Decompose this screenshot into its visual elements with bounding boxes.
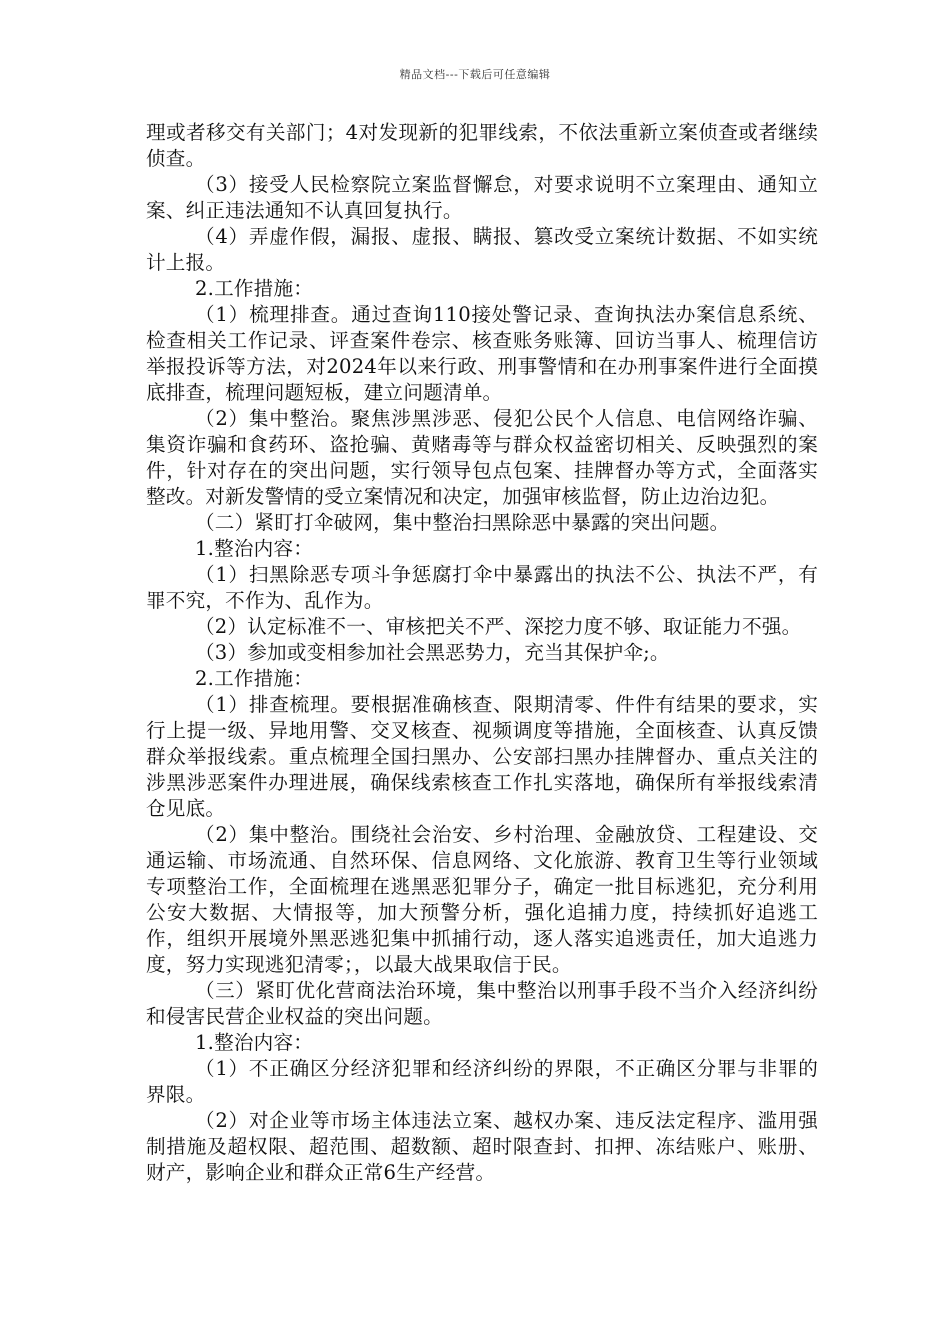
paragraph: （1）扫黑除恶专项斗争惩腐打伞中暴露出的执法不公、执法不严，有罪不究，不作为、乱作为。: [146, 563, 818, 612]
paragraph: （2）集中整治。聚焦涉黑涉恶、侵犯公民个人信息、电信网络诈骗、集资诈骗和食药环、盗抢骗、黄赌毒等与群众权益密切相关、反映强烈的案件，针对存在的突出问题，实行领导包点包案、挂牌督办等方式，全面落实整改。对新发警情的受立案情况和决定，加强审核监督，防止边治边犯。: [146, 407, 818, 508]
section-heading: 2.工作措施：: [195, 277, 314, 300]
paragraph: 理或者移交有关部门；4对发现新的犯罪线索，不依法重新立案侦查或者继续侦查。: [146, 121, 818, 170]
section-heading: 1.整治内容：: [195, 537, 314, 560]
paragraph: （3）参加或变相参加社会黑恶势力，充当其保护伞;。: [195, 641, 670, 664]
paragraph: （2）认定标准不一、审核把关不严、深挖力度不够、取证能力不强。: [195, 615, 802, 638]
paragraph: （2）集中整治。围绕社会治安、乡村治理、金融放贷、工程建设、交通运输、市场流通、自然环保、信息网络、文化旅游、教育卫生等行业领域专项整治工作，全面梳理在逃黑恶犯罪分子，确定一批目标逃犯，充分利用公安大数据、大情报等，加大预警分析，强化追捕力度，持续抓好追逃工作，组织开展境外黑恶逃犯集中抓捕行动，逐人落实追逃责任，加大追逃力度，努力实现逃犯清零；，以最大战果取信于民。: [146, 823, 818, 976]
document-body: [146, 120, 818, 1186]
section-heading: 2.工作措施：: [195, 667, 314, 690]
section-heading: 1.整治内容：: [195, 1031, 314, 1054]
paragraph: （1）梳理排查。通过查询110接处警记录、查询执法办案信息系统、检查相关工作记录、评查案件卷宗、核查账务账簿、回访当事人、梳理信访举报投诉等方法，对2024年以来行政、刑事警情和在办刑事案件进行全面摸底排查，梳理问题短板，建立问题清单。: [146, 303, 818, 404]
paragraph: （1）排查梳理。要根据准确核查、限期清零、件件有结果的要求，实行上提一级、异地用警、交叉核查、视频调度等措施，全面核查、认真反馈群众举报线索。重点梳理全国扫黑办、公安部扫黑办挂牌督办、重点关注的涉黑涉恶案件办理进展，确保线索核查工作扎实落地，确保所有举报线索清仓见底。: [146, 693, 818, 820]
paragraph: （3）接受人民检察院立案监督懈怠，对要求说明不立案理由、通知立案、纠正违法通知不认真回复执行。: [146, 173, 818, 222]
paragraph: （1）不正确区分经济犯罪和经济纠纷的界限，不正确区分罪与非罪的界限。: [146, 1057, 818, 1106]
paragraph: （2）对企业等市场主体违法立案、越权办案、违反法定程序、滥用强制措施及超权限、超范围、超数额、超时限查封、扣押、冻结账户、账册、财产，影响企业和群众正常6生产经营。: [146, 1109, 818, 1184]
section-heading: （二）紧盯打伞破网，集中整治扫黑除恶中暴露的突出问题。: [195, 511, 730, 534]
section-heading: （三）紧盯优化营商法治环境，集中整治以刑事手段不当介入经济纠纷和侵害民营企业权益的突出问题。: [146, 979, 818, 1028]
paragraph: （4）弄虚作假，漏报、虚报、瞒报、篡改受立案统计数据、不如实统计上报。: [146, 225, 818, 274]
page-header: 精品文档---下载后可任意编辑: [399, 68, 551, 81]
